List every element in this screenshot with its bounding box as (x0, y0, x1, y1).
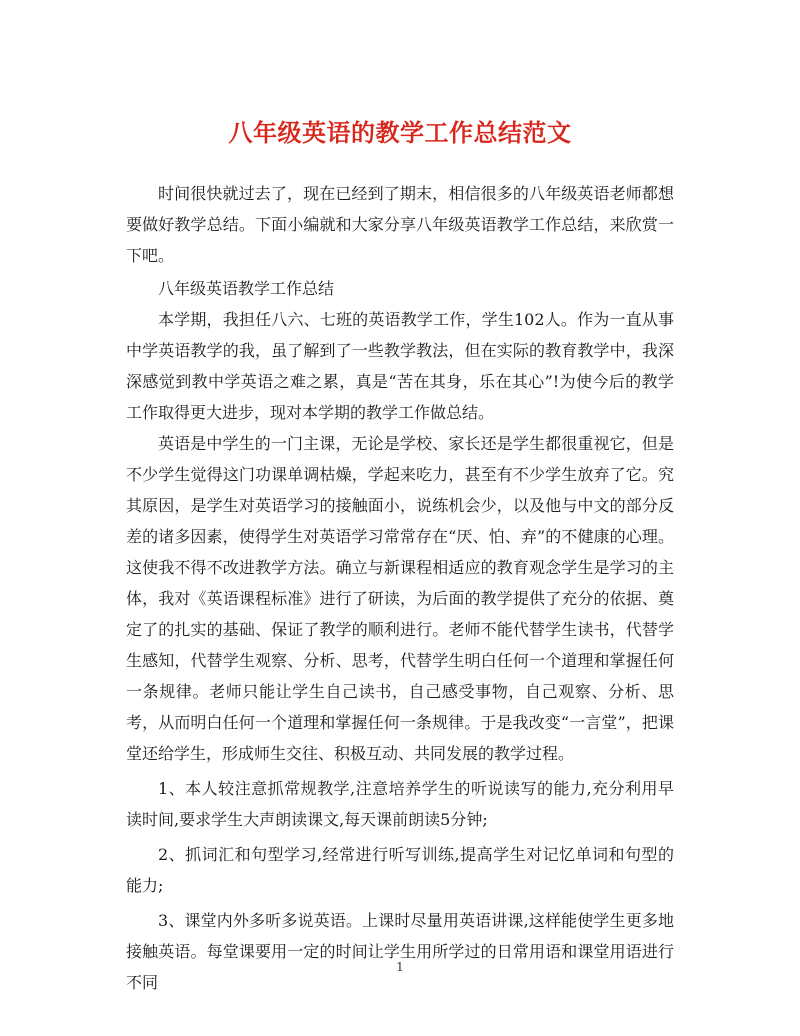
section-heading: 八年级英语教学工作总结 (158, 279, 335, 298)
intro-paragraph: 时间很快就过去了，现在已经到了期末，相信很多的八年级英语老师都想要做好教学总结。下面小编就和大家分享八年级英语教学工作总结，来欣赏一下吧。 (126, 184, 674, 265)
list-item: 1、本人较注意抓常规教学,注意培养学生的听说读写的能力,充分利用早读时间,要求学生大声朗读课文,每天课前朗读5分钟; (126, 779, 674, 829)
body-paragraph: 英语是中学生的一门主课，无论是学校、家长还是学生都很重视它，但是不少学生觉得这门功课单调枯燥，学起来吃力，甚至有不少学生放弃了它。究其原因，是学生对英语学习的接触面小，说练机会少，以及他与中文的部分反差的诸多因素，使得学生对英语学习常常存在“厌、怕、弃”的不健康的心理。这使我不得不改进教学方法。确立与新课程相适应的教育观念学生是学习的主体，我对《英语课程标准》进行了研读，为后面的教学提供了充分的依据、奠定了的扎实的基础、保证了教学的顺利进行。老师不能代替学生读书，代替学生感知，代替学生观察、分析、思考，代替学生明白任何一个道理和掌握任何一条规律。老师只能让学生自己读书，自己感受事物，自己观察、分析、思考，从而明白任何一个道理和掌握任何一条规律。于是我改变“一言堂”，把课堂还给学生，形成师生交往、积极互动、共同发展的教学过程。 (126, 434, 674, 763)
page-number: 1 (396, 960, 404, 974)
list-item: 3、课堂内外多听多说英语。上课时尽量用英语讲课,这样能使学生更多地接触英语。每堂课要用一定的时间让学生用所学过的日常用语和课堂用语进行不同 (126, 911, 674, 992)
body-paragraph: 本学期，我担任八六、七班的英语教学工作，学生102人。作为一直从事中学英语教学的我，虽了解到了一些教学教法，但在实际的教育教学中，我深深感觉到教中学英语之难之累，真是“苦在其身，乐在其心”!为使今后的教学工作取得更大进步，现对本学期的教学工作做总结。 (126, 310, 674, 422)
list-item: 2、抓词汇和句型学习,经常进行听写训练,提高学生对记忆单词和句型的能力; (126, 845, 674, 895)
document-title: 八年级英语的教学工作总结范文 (228, 118, 572, 147)
document-body (126, 178, 674, 998)
